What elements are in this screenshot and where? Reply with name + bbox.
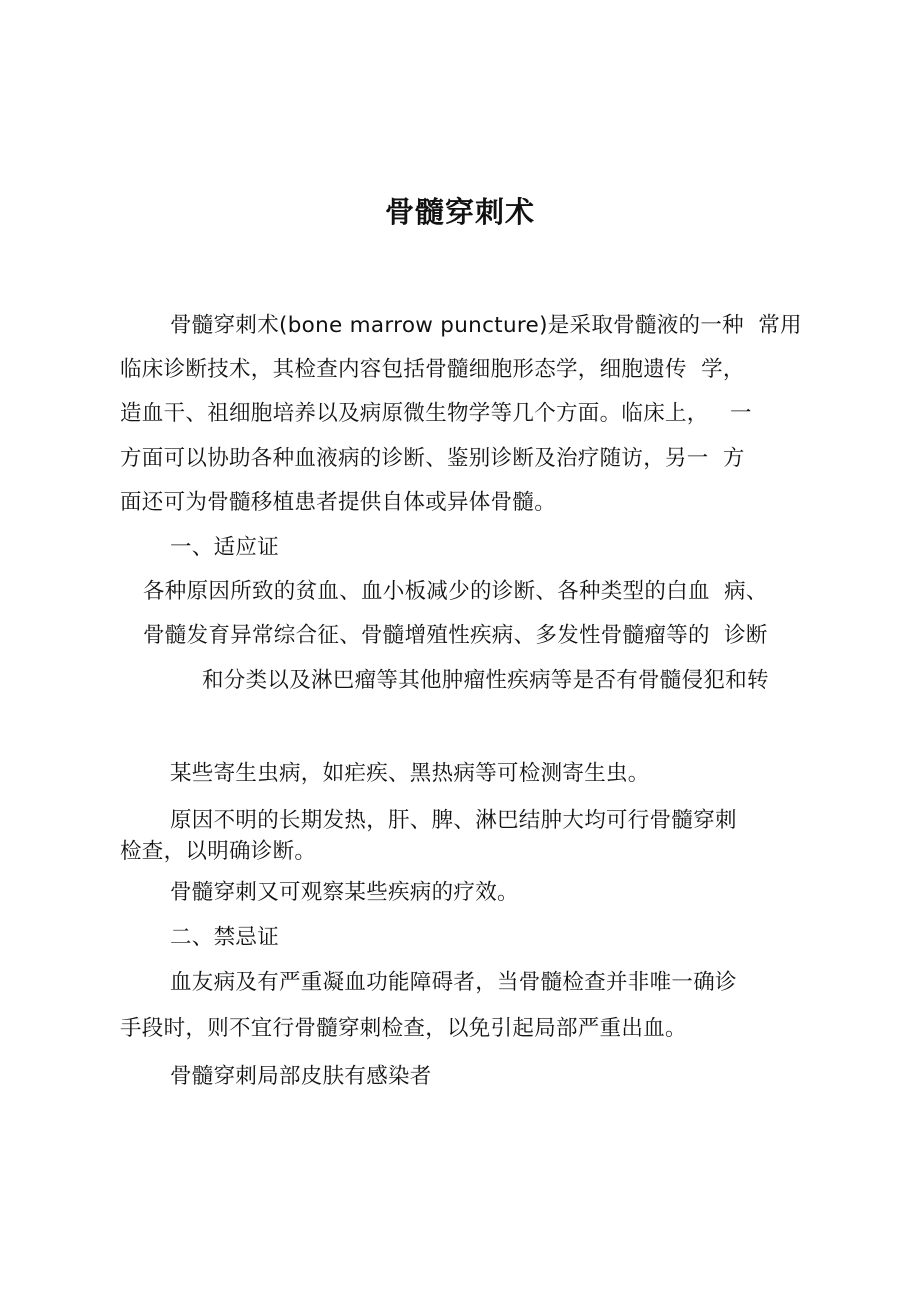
intro-line-5: 面还可为骨髓移植患者提供自体或异体骨髓。 <box>120 490 557 515</box>
indication-fever-line-1: 原因不明的长期发热，肝、脾、淋巴结肿大均可行骨髓穿刺 <box>170 808 737 833</box>
contraindication-hemophilia-line-1: 血友病及有严重凝血功能障碍者，当骨髓检查并非唯一确诊 <box>170 970 737 995</box>
section-heading-indications: 一、适应证 <box>170 535 280 560</box>
indication-parasite: 某些寄生虫病，如疟疾、黑热病等可检测寄生虫。 <box>170 761 650 786</box>
indication-efficacy: 骨髓穿刺又可观察某些疾病的疗效。 <box>170 880 519 905</box>
intro-line-4: 方面可以协助各种血液病的诊断、鉴别诊断及治疗随访，另一 方 <box>120 446 745 471</box>
indications-line-3: 和分类以及淋巴瘤等其他肿瘤性疾病等是否有骨髓侵犯和转 <box>202 668 769 693</box>
intro-line-2: 临床诊断技术，其检查内容包括骨髓细胞形态学，细胞遗传 学， <box>120 357 745 382</box>
intro-line-1: 骨髓穿刺术(bone marrow puncture)是采取骨髓液的一种 常用 <box>170 313 802 338</box>
indications-line-2: 骨髓发育异常综合征、骨髓增殖性疾病、多发性骨髓瘤等的 诊断 <box>143 623 768 648</box>
intro-line-3: 造血干、祖细胞培养以及病原微生物学等几个方面。临床上， 一 <box>120 401 752 426</box>
contraindication-infection: 骨髓穿刺局部皮肤有感染者 <box>170 1064 432 1089</box>
document-title: 骨髓穿刺术 <box>384 195 535 229</box>
contraindication-hemophilia-line-2: 手段时，则不宜行骨髓穿刺检查，以免引起局部严重出血。 <box>120 1016 687 1041</box>
indication-fever-line-2: 检查，以明确诊断。 <box>120 839 317 864</box>
section-heading-contraindications: 二、禁忌证 <box>170 925 280 950</box>
indications-line-1: 各种原因所致的贫血、血小板减少的诊断、各种类型的白血 病、 <box>143 579 768 604</box>
